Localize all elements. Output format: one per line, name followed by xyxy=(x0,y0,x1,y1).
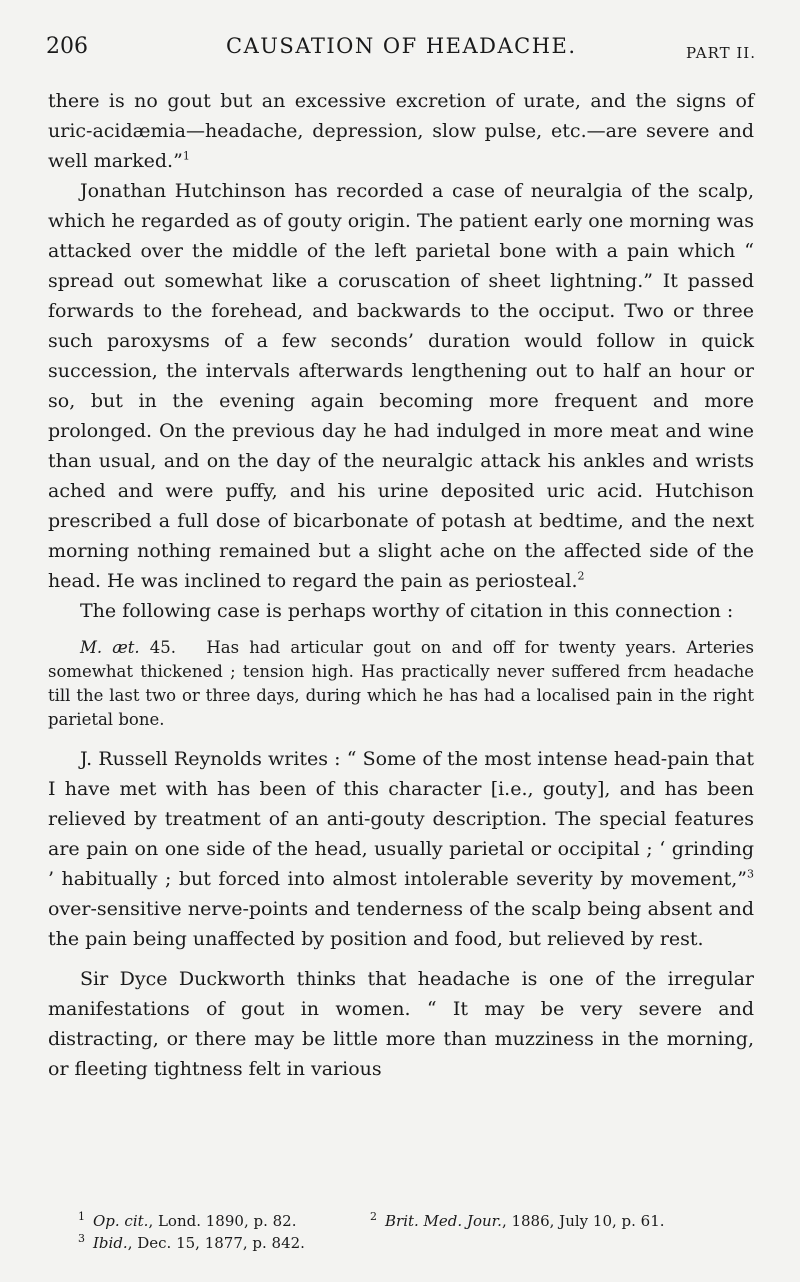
footnotes xyxy=(78,1206,758,1250)
paragraph: there is no gout but an excessive excretion of urate, and the signs of uric-acidæmia—headache, depression, slow pulse, etc.—are severe and well marked.”$^1$ xyxy=(48,90,754,172)
footnote: $^1$ Op. cit., Lond. 1890, p. 82. xyxy=(78,1210,297,1230)
footnote-ref: 3 xyxy=(747,867,754,881)
running-title: CAUSATION OF HEADACHE. xyxy=(226,34,577,58)
page-number: 206 xyxy=(46,34,88,59)
body-text xyxy=(48,86,754,1084)
footnote-ref: 2 xyxy=(577,569,585,583)
footnote: $^3$ Ibid., Dec. 15, 1877, p. 842. xyxy=(78,1232,305,1252)
page-header xyxy=(46,34,756,70)
footnote-ref: 1 xyxy=(182,149,190,163)
paragraph: The following case is perhaps worthy of citation in this connection : xyxy=(80,600,734,622)
paragraph: Sir Dyce Duckworth thinks that headache is one of the irregular manifestations of gout in women. “ It may be very severe and distracting, or there may be little more than muzziness in the morning, or fleeting tightness felt in various xyxy=(48,968,754,1080)
paragraph: Jonathan Hutchinson has recorded a case of neuralgia of the scalp, which he regarded as of gouty origin. The patient early one morning was attacked over the middle of the left parietal bone with a pain which “ spread out somewhat like a coruscation of sheet lightning.” It passed forwards to the forehead, and backwards to the occiput. Two or three such paroxysms of a few seconds’ duration would follow in quick succession, the intervals afterwards lengthening out to half an hour or so, but in the evening again becoming more frequent and more prolonged. On the previous day he had indulged in more meat and wine than usual, and on the day of the neuralgic attack his ankles and wrists ached and were puffy, and his urine deposited uric acid. Hutchison prescribed a full dose of bicarbonate of potash at bedtime, and the next morning nothing remained but a slight ache on the affected side of the head. He was inclined to regard the pain as periosteal.$^2$ xyxy=(48,180,754,592)
case-age: 45. xyxy=(149,638,177,657)
case-label: M. æt. xyxy=(80,638,140,657)
footnote: $^2$ Brit. Med. Jour., 1886, July 10, p. 61. xyxy=(370,1210,665,1230)
paragraph: J. Russell Reynolds writes : “ Some of the most intense head-pain that I have met with has been of this character [i.e., gouty], and has been relieved by treatment of an anti-gouty description. The special features are pain on one side of the head, usually parietal or occipital ; ‘ grinding ’ habitually ; but forced into almost intolerable severity by movement,”$^3$ over-sensitive nerve-points and tenderness of the scalp being absent and the pain being unaffected by position and food, but relieved by rest. xyxy=(48,748,754,950)
case-text: Has had articular gout on and off for twenty years. Arteries somewhat thickened ; tension high. Has practically never suffered frcm headache till the last two or three days, during which he has had a localised pain in the right parietal bone. xyxy=(48,638,754,729)
part-label: PART II. xyxy=(686,44,756,62)
case-note xyxy=(48,636,754,732)
